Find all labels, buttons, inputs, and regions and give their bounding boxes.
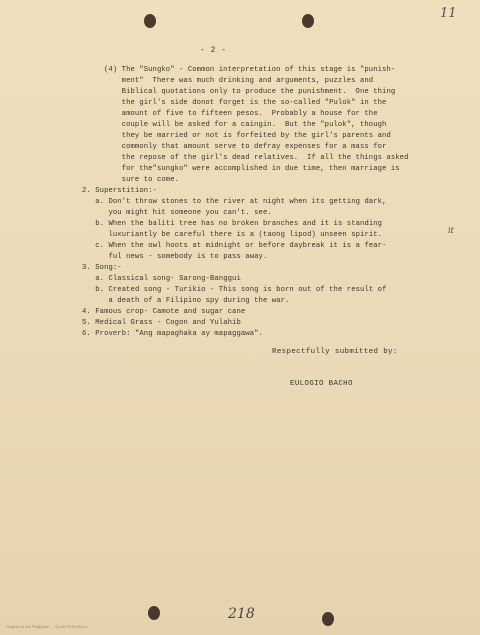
body-line: 5. Medical Grass - Cogon and Yulahib <box>82 319 241 327</box>
body-line: 6. Proverb: "Ang mapaghaka ay mapaggawa". <box>82 330 263 338</box>
corner-page-number: 11 <box>440 6 457 21</box>
body-line: b. Created song - Turikio - This song is born out of the result of <box>82 286 387 294</box>
archive-stamp: Original in the Philippine ... SCHIFFER/1963-L <box>6 624 89 629</box>
punch-hole <box>144 14 156 28</box>
margin-note: it <box>448 226 454 235</box>
body-line: you might hit someone you can't. see. <box>82 209 272 217</box>
body-line: the repose of the girl's dead relatives. If all the things asked <box>104 154 409 162</box>
section-heading: 3. Song:- <box>82 264 122 272</box>
signature-name: EULOGIO BACHO <box>290 380 353 388</box>
punch-hole <box>322 612 334 626</box>
body-line: sure to come. <box>104 176 180 184</box>
body-line: commonly that amount serve to defray expenses for a mass for <box>104 143 387 151</box>
body-line: amount of five to fifteen pesos. Probably a house for the <box>104 110 378 118</box>
body-line: 4. Famous crop- Camote and sugar cane <box>82 308 246 316</box>
punch-hole <box>148 606 160 620</box>
body-line: luxuriantly be careful there is a (taong lipod) unseen spirit. <box>82 231 383 239</box>
body-line: they be married or not is forfeited by the girl's parents and <box>104 132 391 140</box>
body-line: Biblical quotations only to produce the punishment. One thing <box>104 88 396 96</box>
body-line: the girl's side donot forget is the so-called "Pulok" in the <box>104 99 387 107</box>
body-line: a. Don't throw stones to the river at night when its getting dark, <box>82 198 387 206</box>
closing-line: Respectfully submitted by: <box>272 348 398 356</box>
body-line: a. Classical song- Sarong-Banggui <box>82 275 241 283</box>
body-line: (4) The "Sungko" - Common interpretation of this stage is "punish- <box>104 66 396 74</box>
body-line: b. When the baliti tree has no broken branches and it is standing <box>82 220 383 228</box>
punch-hole <box>302 14 314 28</box>
body-line: couple will be asked for a caingin. But the "pulok", though <box>104 121 387 129</box>
section-heading: 2. Superstition:- <box>82 187 158 195</box>
archive-page-number: 218 <box>228 606 255 622</box>
body-line: for the"sungko" were accomplished in due time, then marriage is <box>104 165 400 173</box>
page-number: - 2 - <box>200 46 227 55</box>
body-line: ful news - somebody is to pass away. <box>82 253 268 261</box>
body-line: a death of a Filipino spy during the war. <box>82 297 290 305</box>
body-line: ment" There was much drinking and arguments, puzzles and <box>104 77 374 85</box>
body-line: c. When the owl hoots at midnight or before daybreak it is a fear- <box>82 242 387 250</box>
